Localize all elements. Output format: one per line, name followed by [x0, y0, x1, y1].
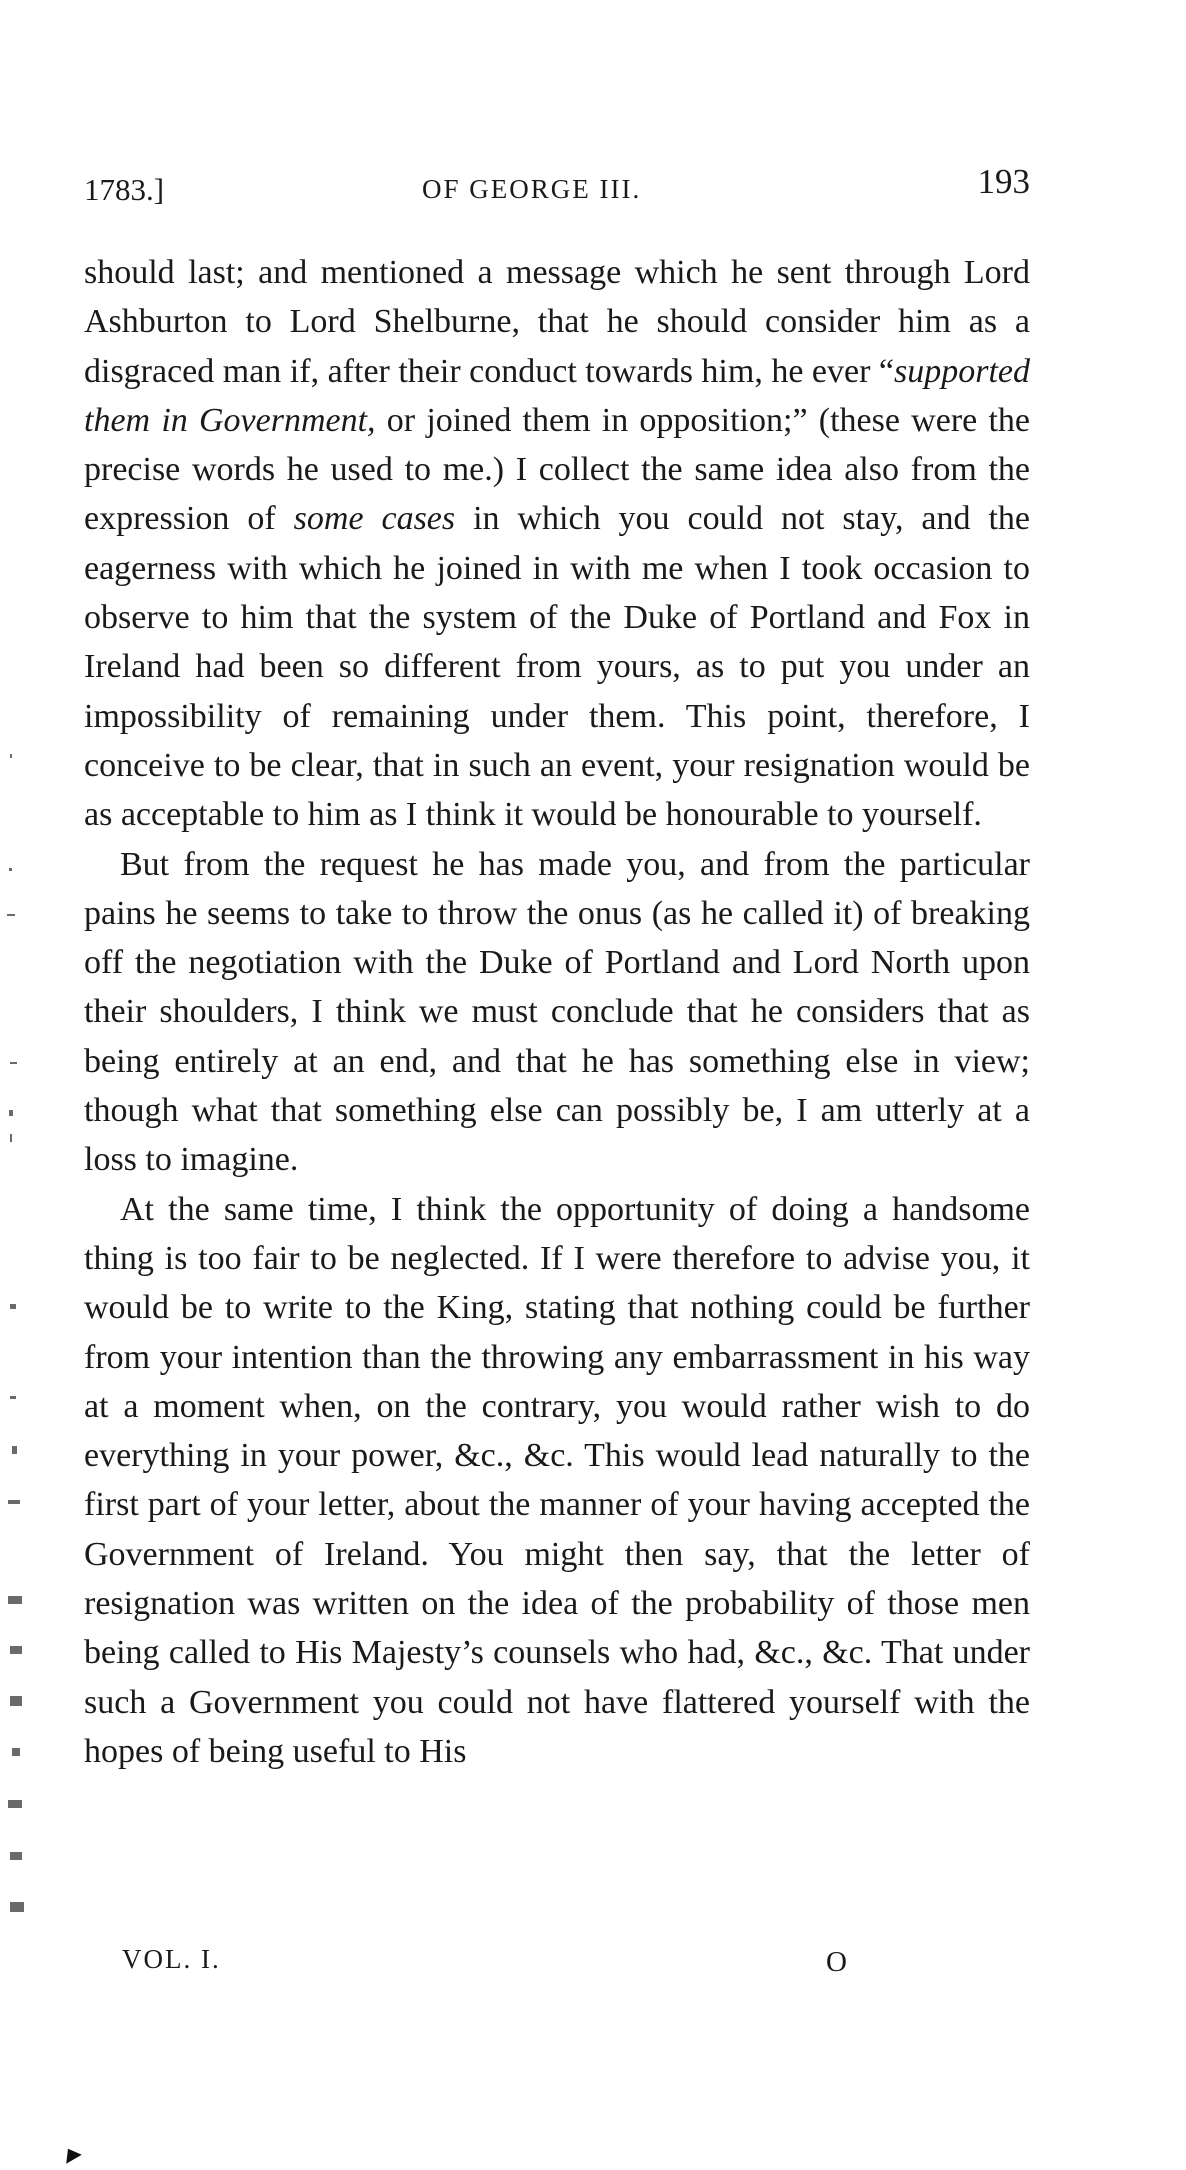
header-year: 1783.] — [84, 172, 165, 207]
margin-speck — [10, 1062, 17, 1064]
page-header — [84, 162, 1030, 212]
margin-speck — [10, 1696, 22, 1706]
corner-blot-mark — [60, 2144, 82, 2163]
gathering-signature: O — [826, 1946, 847, 1978]
margin-speck — [8, 1500, 20, 1504]
volume-signature: VOL. I. — [122, 1944, 221, 1974]
margin-speck — [8, 1596, 22, 1604]
paragraph-2: But from the request he has made you, and from the particular pains he seems to take to throw the onus (as he called it) of breaking off the negotiation with the Duke of Portland and Lord North upon their shoulders, I think we must conclude that he considers that as being entirely at an end, and that he has something else in view; though what that something else can possibly be, I am utterly at a loss to imagine. — [84, 845, 1030, 1179]
running-title: OF GEORGE III. — [422, 174, 642, 204]
margin-speck — [9, 868, 12, 871]
margin-speck — [12, 1446, 17, 1454]
italic-phrase: some cases — [293, 500, 456, 538]
margin-speck — [10, 1304, 16, 1309]
margin-speck — [10, 754, 12, 758]
margin-speck — [10, 1902, 24, 1912]
margin-speck — [10, 1396, 16, 1399]
margin-speck — [10, 1852, 22, 1860]
italic-quote: supported them in Government, — [84, 352, 1031, 439]
paragraph-1: should last; and mentioned a message which he sent through Lord Ashburton to Lord Shelburne, that he should consider him as a disgraced man if, after their conduct towards him, he ever “supported them in Government, or joined them in opposition;” (these were the precise words he used to me.) I collect the same idea also from the expression of some cases in which you could not stay, and the eagerness with which he joined in with me when I took occasion to observe to him that the system of the Duke of Portland and Fox in Ireland had been so different from yours, as to put you under an impossibility of remaining under them. This point, therefore, I conceive to be clear, that in such an event, your resignation would be as acceptable to him as I think it would be honourable to yourself. — [84, 254, 1031, 834]
body-text — [84, 248, 1030, 1776]
margin-speck — [9, 1110, 13, 1116]
margin-bleed-marks — [0, 0, 60, 2170]
page-footer — [84, 1944, 1030, 1984]
margin-speck — [12, 1748, 20, 1756]
page-number: 193 — [977, 162, 1030, 201]
margin-speck — [7, 914, 15, 916]
margin-speck — [10, 1134, 12, 1142]
paragraph-3: At the same time, I think the opportunity of doing a handsome thing is too fair to be neglected. If I were therefore to advise you, it would be to write to the King, stating that nothing could be further from your intention than the throwing any embarrassment in his way at a moment when, on the contrary, you would rather wish to do everything in your power, &c., &c. This would lead naturally to the first part of your letter, about the manner of your having accepted the Government of Ireland. You might then say, that the letter of resignation was written on the idea of the probability of those men being called to His Majesty’s counsels who had, &c., &c. That under such a Government you could not have flattered yourself with the hopes of being useful to His — [84, 1190, 1030, 1770]
margin-speck — [8, 1800, 22, 1808]
margin-speck — [10, 1646, 22, 1654]
